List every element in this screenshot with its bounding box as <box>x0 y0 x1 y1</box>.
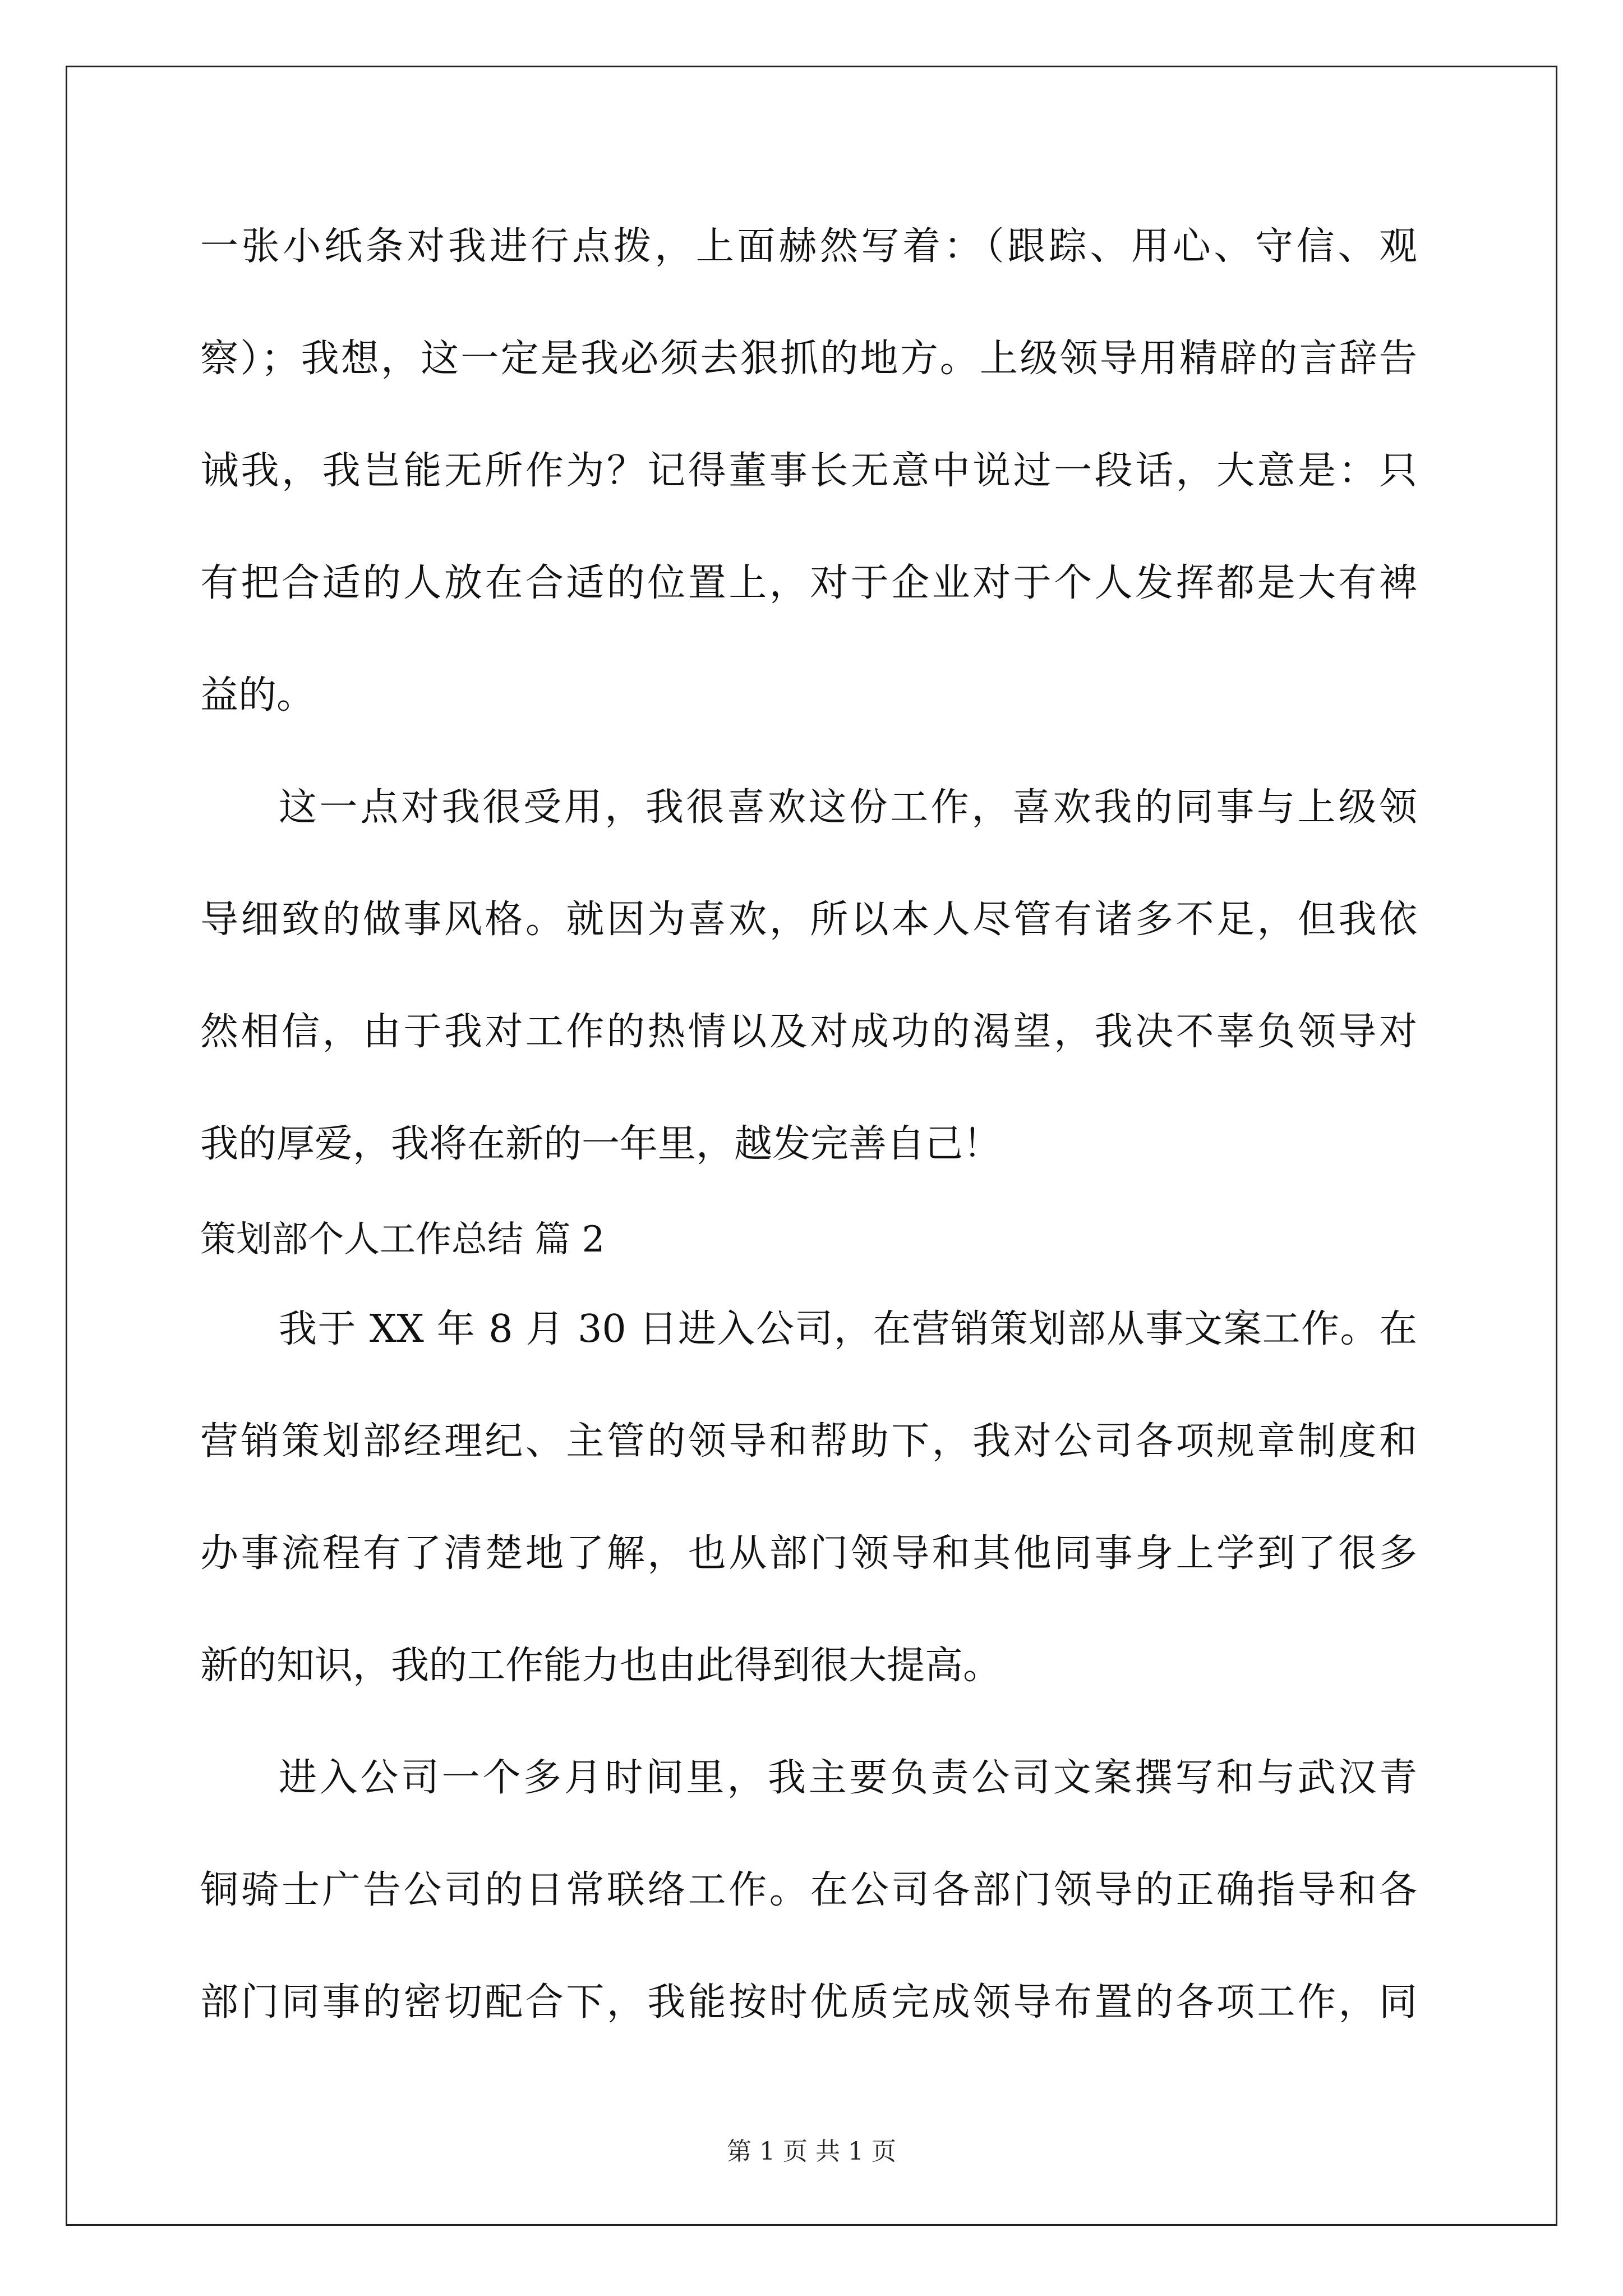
body-line-16: 铜骑士广告公司的日常联络工作。在公司各部门领导的正确指导和各 <box>200 1868 1417 1912</box>
body-line-14: 新的知识，我的工作能力也由此得到很大提高。 <box>200 1644 1002 1688</box>
body-line-3: 诫我，我岂能无所作为？记得董事长无意中说过一段话，大意是：只 <box>200 449 1417 493</box>
body-line-5: 益的。 <box>200 673 315 717</box>
body-line-7: 导细致的做事风格。就因为喜欢，所以本人尽管有诸多不足，但我依 <box>200 898 1417 942</box>
body-line-17: 部门同事的密切配合下，我能按时优质完成领导布置的各项工作，同 <box>200 1980 1417 2024</box>
body-line-6: 这一点对我很受用，我很喜欢这份工作，喜欢我的同事与上级领 <box>279 785 1417 830</box>
body-line-8: 然相信，由于我对工作的热情以及对成功的渴望，我决不辜负领导对 <box>200 1010 1417 1054</box>
body-line-4: 有把合适的人放在合适的位置上，对于企业对于个人发挥都是大有裨 <box>200 561 1417 605</box>
body-line-1: 一张小纸条对我进行点拨，上面赫然写着：（跟踪、用心、守信、观 <box>200 224 1417 269</box>
body-line-2: 察）；我想，这一定是我必须去狠抓的地方。上级领导用精辟的言辞告 <box>200 337 1417 381</box>
body-line-9: 我的厚爱，我将在新的一年里，越发完善自己！ <box>200 1122 1002 1166</box>
section-heading: 策划部个人工作总结 篇 2 <box>200 1219 605 1260</box>
body-line-13: 办事流程有了清楚地了解，也从部门领导和其他同事身上学到了很多 <box>200 1531 1417 1576</box>
body-line-15: 进入公司一个多月时间里，我主要负责公司文案撰写和与武汉青 <box>279 1756 1417 1800</box>
body-line-12: 营销策划部经理纪、主管的领导和帮助下，我对公司各项规章制度和 <box>200 1419 1417 1464</box>
page-footer: 第 1 页 共 1 页 <box>727 2137 896 2166</box>
body-line-11: 我于 XX 年 8 月 30 日进入公司，在营销策划部从事文案工作。在 <box>279 1307 1417 1351</box>
